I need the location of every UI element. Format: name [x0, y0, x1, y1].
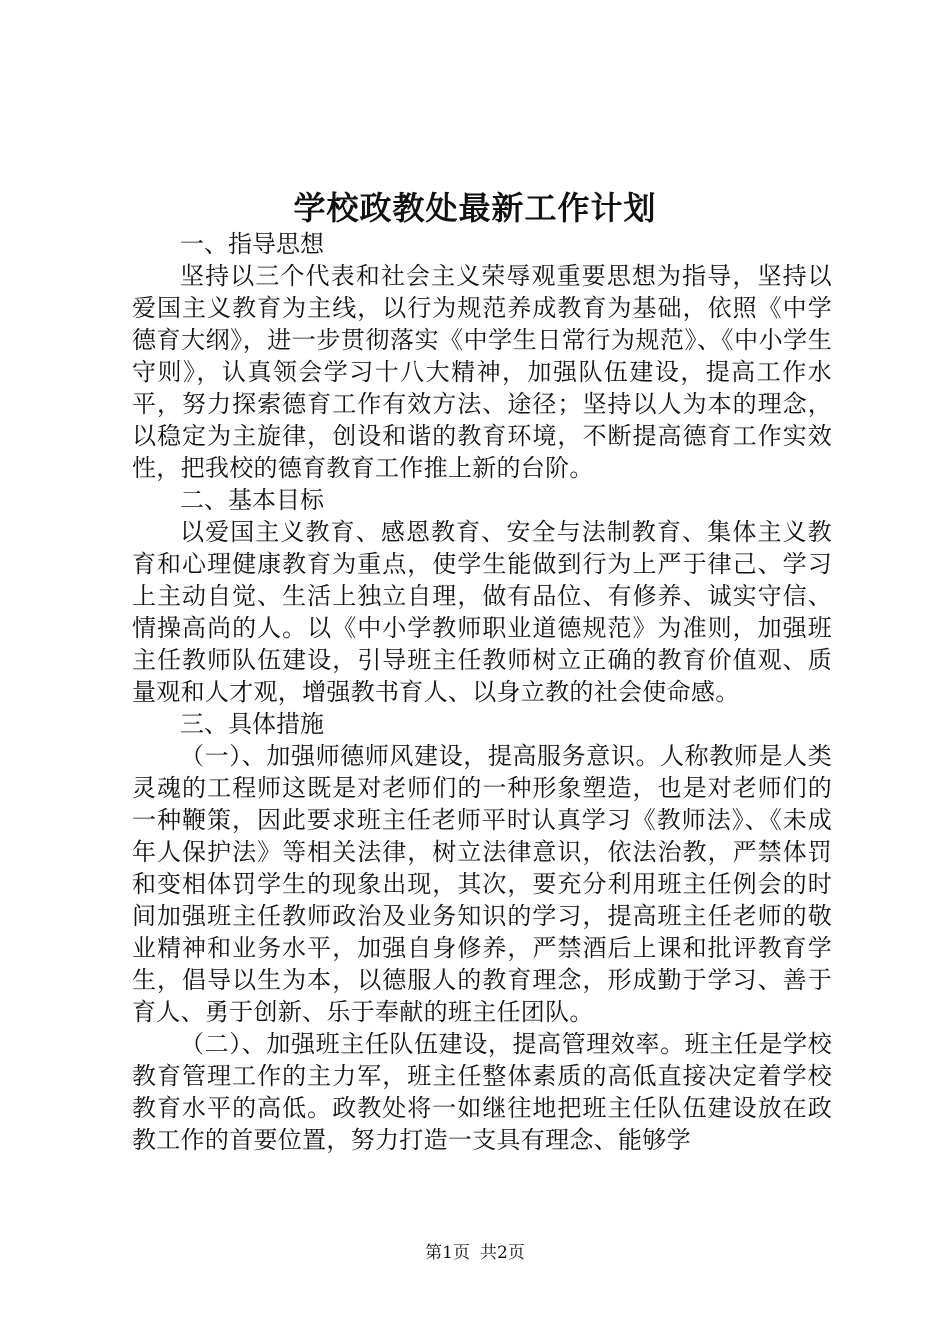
body-paragraph: 以爱国主义教育、感恩教育、安全与法制教育、集体主义教育和心理健康教育为重点，使学生能做到行为上严于律己、学习上主动自觉、生活上独立自理，做有品位、有修养、诚实守信、情操高尚的人。以《中小学教师职业道德规范》为准则，加强班主任教师队伍建设，引导班主任教师树立正确的教育价值观、质量观和人才观，增强教书育人、以身立教的社会使命感。	[132, 518, 832, 706]
document-body	[132, 228, 832, 1156]
section-specific-measures	[132, 708, 832, 1156]
body-paragraph: （二）、加强班主任队伍建设，提高管理效率。班主任是学校教育管理工作的主力军，班主任整体素质的高低直接决定着学校教育水平的高低。政教处将一如继往地把班主任队伍建设放在政教工作的首要位置，努力打造一支具有理念、能够学	[132, 1030, 832, 1154]
section-guiding-thought	[132, 228, 832, 484]
page-number-total: 共2页	[480, 1243, 525, 1263]
section-basic-goals	[132, 484, 832, 708]
page-title: 学校政教处最新工作计划	[293, 189, 657, 227]
section-heading: 三、具体措施	[180, 710, 324, 738]
section-heading: 一、指导思想	[180, 230, 324, 258]
body-paragraph: 坚持以三个代表和社会主义荣辱观重要思想为指导，坚持以爱国主义教育为主线，以行为规范养成教育为基础，依照《中学德育大纲》，进一步贯彻落实《中学生日常行为规范》、《中小学生守则》，认真领会学习十八大精神，加强队伍建设，提高工作水平，努力探索德育工作有效方法、途径；坚持以人为本的理念，以稳定为主旋律，创设和谐的教育环境，不断提高德育工作实效性，把我校的德育教育工作推上新的台阶。	[132, 262, 832, 482]
section-heading: 二、基本目标	[180, 486, 324, 514]
body-paragraph: （一）、加强师德师风建设，提高服务意识。人称教师是人类灵魂的工程师这既是对老师们的一种形象塑造，也是对老师们的一种鞭策，因此要求班主任老师平时认真学习《教师法》、《未成年人保护法》等相关法律，树立法律意识，依法治教，严禁体罚和变相体罚学生的现象出现，其次，要充分利用班主任例会的时间加强班主任教师政治及业务知识的学习，提高班主任老师的敬业精神和业务水平，加强自身修养，严禁酒后上课和批评教育学生，倡导以生为本，以德服人的教育理念，形成勤于学习、善于育人、勇于创新、乐于奉献的班主任团队。	[132, 742, 832, 1026]
page-footer	[0, 1240, 950, 1266]
page-number-current: 第1页	[425, 1243, 470, 1263]
